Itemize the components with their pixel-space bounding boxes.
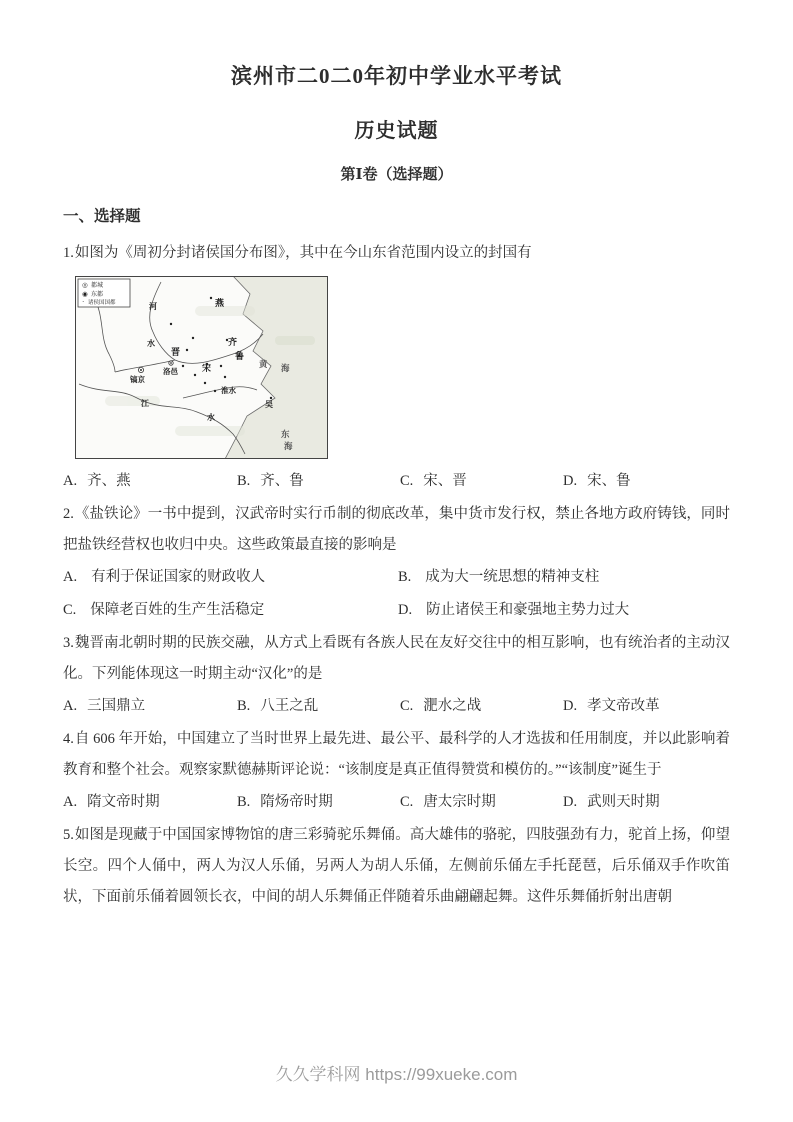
question-4-option-d: D. 武则天时期 [563, 794, 660, 810]
question-3-option-d: D. 孝文帝改革 [563, 698, 660, 714]
legend-symbol-state-capital: · [82, 298, 85, 306]
legend-symbol-eastern-capital: ◉ [82, 291, 88, 298]
label-luoyi: 洛邑 [163, 367, 178, 376]
label-lu: 鲁 [235, 351, 245, 361]
legend-label-capital: 都城 [91, 283, 104, 289]
question-1-option-b: B. 齐、鲁 [237, 473, 304, 489]
label-hai-2: 海 [284, 441, 293, 451]
map-image [75, 276, 328, 459]
label-jiang: 江 [141, 399, 149, 408]
question-5-text [63, 820, 730, 913]
question-4-option-b: B. 隋炀帝时期 [237, 794, 333, 810]
question-4-number: 4. [63, 731, 74, 747]
question-2 [63, 499, 730, 627]
question-1-text [63, 238, 730, 269]
question-3-option-b: B. 八王之乱 [237, 698, 319, 714]
question-3-option-c: C. 淝水之战 [400, 698, 482, 714]
label-jin: 晋 [171, 347, 181, 357]
label-wu: 吴 [265, 400, 273, 409]
question-2-option-c: C. 保障老百姓的生产生活稳定 [63, 602, 265, 618]
question-2-option-d: D. 防止诸侯王和豪强地主势力过大 [398, 602, 630, 618]
question-2-options [63, 561, 730, 627]
question-1-number: 1. [63, 245, 74, 261]
question-4-text [63, 724, 730, 786]
legend-label-state-capital: 诸侯国国都 [88, 300, 116, 306]
question-3 [63, 628, 730, 723]
question-2-option-b: B. 成为大一统思想的精神支柱 [398, 569, 600, 585]
question-1 [63, 238, 730, 498]
label-haojing: 镐京 [130, 375, 145, 384]
page-title: 滨州市二0二0年初中学业水平考试 [231, 64, 562, 88]
question-1-option-d: D. 宋、鲁 [563, 473, 631, 489]
label-dong: 东 [281, 429, 290, 439]
label-hai: 海 [281, 363, 290, 373]
question-3-options [63, 690, 730, 723]
question-1-options [63, 465, 730, 498]
question-3-stem: 魏晋南北朝时期的民族交融，从方式上看既有各族人民在友好交往中的相互影响，也有统治者的主动汉化。下列能体现这一时期主动“汉化”的是 [63, 635, 730, 682]
question-3-option-a: A. 三国鼎立 [63, 698, 146, 714]
question-1-option-a: A. 齐、燕 [63, 473, 131, 489]
page-subtitle: 历史试题 [354, 120, 439, 142]
label-song: 宋 [202, 363, 212, 373]
label-he: 河 [149, 302, 157, 311]
question-2-number: 2. [63, 506, 74, 522]
label-huang: 黄 [259, 359, 268, 369]
part-heading: 一、选择题 [63, 208, 141, 225]
question-3-number: 3. [63, 635, 74, 651]
section-heading: 第Ⅰ卷（选择题） [340, 167, 453, 183]
question-4-option-a: A. 隋文帝时期 [63, 794, 160, 810]
question-4-options [63, 786, 730, 819]
map-legend [78, 279, 130, 307]
question-3-text [63, 628, 730, 690]
zhou-feudal-states-map [75, 276, 328, 459]
question-5 [63, 820, 730, 913]
question-4-stem: 自 606 年开始，中国建立了当时世界上最先进、最公平、最科学的人才选拔和任用制度，并以此影响着教育和整个社会。观察家默德赫斯评论说：“该制度是真正值得赞赏和模仿的。”“该制度”诞生于 [63, 731, 730, 778]
label-qi: 齐 [228, 337, 238, 347]
question-2-text [63, 499, 730, 561]
question-5-stem: 如图是现藏于中国国家博物馆的唐三彩骑驼乐舞俑。高大雄伟的骆驼，四肢强劲有力，驼首上扬，仰望长空。四个人俑中，两人为汉人乐俑，另两人为胡人乐俑，左侧前乐俑左手托琵琶，后乐俑双手作吹笛状，下面前乐俑着圆领长衣，中间的胡人乐舞俑正伴随着乐曲翩翩起舞。这件乐舞俑折射出唐朝 [63, 827, 730, 905]
legend-label-eastern-capital: 东都 [91, 292, 104, 298]
watermark-footer: 久久学科网 https://99xueke.com [275, 1065, 518, 1084]
question-2-option-a: A. 有利于保证国家的财政收人 [63, 569, 266, 585]
question-4-option-c: C. 唐太宗时期 [400, 794, 496, 810]
label-yan: 燕 [215, 298, 225, 308]
question-1-option-c: C. 宋、晋 [400, 473, 467, 489]
label-shui: 水 [147, 339, 155, 348]
label-huaishui: 淮水 [221, 386, 236, 395]
label-shui-2: 水 [207, 413, 215, 422]
legend-symbol-capital: ◎ [82, 282, 88, 289]
question-2-stem: 《盐铁论》一书中提到，汉武帝时实行币制的彻底改革，集中货市发行权，禁止各地方政府铸钱，同时把盐铁经营权也收归中央。这些政策最直接的影响是 [63, 506, 730, 553]
question-1-stem: 如图为《周初分封诸侯国分布图》，其中在今山东省范围内设立的封国有 [74, 245, 532, 261]
question-5-number: 5. [63, 827, 74, 843]
question-4 [63, 724, 730, 819]
